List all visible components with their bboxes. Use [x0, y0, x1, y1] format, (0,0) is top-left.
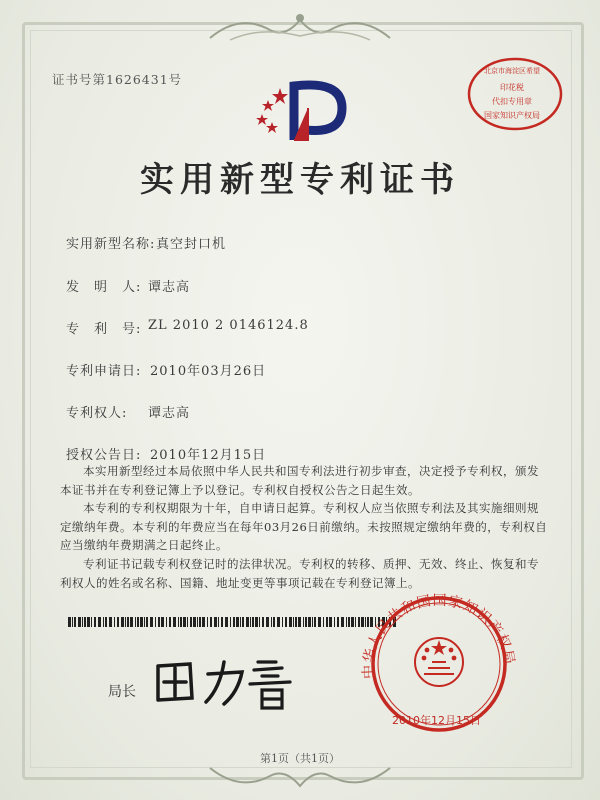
barcode-bar: [289, 617, 292, 627]
barcode-bar: [273, 617, 275, 627]
barcode-bar: [218, 617, 219, 627]
barcode-bar: [295, 617, 297, 627]
barcode-bar: [346, 617, 347, 627]
field-patent-no-value: ZL 2010 2 0146124.8: [148, 318, 309, 333]
body-paragraph: 本专利的专利权期限为十年，自申请日起算。专利权人应当依照专利法及其实施细则规定缴纳年费。本专利的年费应当在每年03月26日前缴纳。未按照规定缴纳年费的，专利权自应当缴纳年费期满之日起终止。: [60, 501, 548, 553]
barcode: [68, 617, 398, 627]
barcode-bar: [127, 617, 129, 627]
barcode-bar: [312, 617, 313, 627]
seal-ring-text: 中华人民共和国国家知识产权局: [360, 592, 518, 680]
stamp-line-2: 印花税: [500, 83, 524, 92]
field-inventor-label: 发 明 人:: [66, 280, 142, 295]
barcode-bar: [233, 617, 235, 627]
barcode-bar: [202, 617, 205, 627]
certificate-number: 证书号第1626431号: [52, 72, 183, 87]
barcode-bar: [125, 617, 126, 627]
body-paragraph: 专利证书记载专利权登记时的法律状况。专利权的转移、质押、无效、终止、恢复和专利权人的姓名或名称、国籍、地址变更等事项记载在专利登记簿上。: [60, 556, 539, 590]
barcode-bar: [308, 617, 311, 627]
barcode-bar: [161, 617, 164, 627]
barcode-bar: [303, 617, 304, 627]
barcode-bar: [326, 617, 328, 627]
field-name-value: 真空封口机: [156, 237, 227, 252]
director-signature: [150, 652, 310, 712]
certificate-title: 实用新型专利证书: [140, 160, 460, 200]
barcode-bar: [158, 617, 160, 627]
barcode-bar: [259, 617, 260, 627]
body-paragraph: 本实用新型经过本局依照中华人民共和国专利法进行初步审查，决定授予专利权，颁发本证书并在专利登记簿上予以登记。专利权自授权公告之日起生效。: [60, 464, 539, 497]
field-grant-date-label: 授权公告日:: [66, 448, 142, 463]
barcode-bar: [298, 617, 301, 627]
barcode-bar: [282, 617, 283, 627]
barcode-bar: [146, 617, 148, 627]
barcode-bar: [323, 617, 324, 627]
barcode-bar: [78, 617, 81, 627]
barcode-bar: [155, 617, 156, 627]
page-number: 第1页（共1页）: [260, 752, 340, 765]
barcode-bar: [252, 617, 254, 627]
director-label: 局长: [108, 684, 136, 700]
stamp-line-4: 国家知识产权局: [484, 111, 540, 120]
field-patentee-label: 专利权人:: [66, 406, 128, 421]
barcode-bar: [271, 617, 272, 627]
barcode-bar: [230, 617, 231, 627]
barcode-bar: [94, 617, 96, 627]
barcode-bar: [130, 617, 133, 627]
barcode-bar: [109, 617, 112, 627]
barcode-bar: [68, 617, 71, 627]
barcode-bar: [293, 617, 294, 627]
certificate-body: [60, 462, 550, 592]
barcode-bar: [180, 617, 182, 627]
barcode-bar: [277, 617, 280, 627]
barcode-bar: [137, 617, 139, 627]
field-patentee-value: 谭志高: [148, 406, 191, 421]
barcode-bar: [250, 617, 251, 627]
barcode-bar: [173, 617, 176, 627]
top-ornament: [200, 8, 400, 48]
barcode-bar: [210, 617, 212, 627]
stamp-line-3: 代扣专用章: [492, 97, 532, 106]
barcode-bar: [242, 617, 244, 627]
field-patent-no-label: 专 利 号:: [66, 322, 142, 337]
barcode-bar: [98, 617, 101, 627]
field-inventor-value: 谭志高: [148, 280, 191, 295]
barcode-bar: [240, 617, 241, 627]
barcode-bar: [166, 617, 167, 627]
barcode-bar: [214, 617, 217, 627]
barcode-bar: [197, 617, 198, 627]
barcode-bar: [74, 617, 76, 627]
barcode-bar: [262, 617, 264, 627]
barcode-bar: [236, 617, 239, 627]
barcode-bar: [199, 617, 201, 627]
barcode-bar: [187, 617, 188, 627]
barcode-bar: [105, 617, 107, 627]
barcode-bar: [84, 617, 86, 627]
barcode-bar: [190, 617, 192, 627]
barcode-bar: [255, 617, 258, 627]
barcode-bar: [144, 617, 145, 627]
barcode-bar: [318, 617, 321, 627]
barcode-bar: [117, 617, 119, 627]
barcode-bar: [285, 617, 287, 627]
field-name-label: 实用新型名称:: [66, 237, 156, 252]
barcode-bar: [329, 617, 332, 627]
barcode-bar: [150, 617, 153, 627]
barcode-bar: [193, 617, 196, 627]
barcode-bar: [114, 617, 115, 627]
barcode-bar: [121, 617, 124, 627]
barcode-bar: [337, 617, 339, 627]
field-filing-date-label: 专利申请日:: [66, 364, 142, 379]
barcode-bar: [183, 617, 186, 627]
barcode-bar: [348, 617, 350, 627]
barcode-bar: [135, 617, 136, 627]
barcode-bar: [305, 617, 307, 627]
seal-date: 2010年12月15日: [392, 714, 481, 727]
barcode-bar: [91, 617, 92, 627]
barcode-bar: [169, 617, 171, 627]
barcode-bar: [334, 617, 335, 627]
svg-text:中华人民共和国国家知识产权局: [360, 593, 517, 679]
barcode-bar: [207, 617, 208, 627]
official-seal: [354, 592, 524, 732]
barcode-bar: [341, 617, 344, 627]
barcode-bar: [246, 617, 249, 627]
barcode-bar: [87, 617, 90, 627]
barcode-bar: [140, 617, 143, 627]
barcode-bar: [314, 617, 316, 627]
sipo-logo: [250, 78, 360, 148]
field-grant-date-value: 2010年12月15日: [150, 448, 267, 463]
stamp-line-1: 北京市海淀区希望: [484, 67, 540, 75]
barcode-bar: [225, 617, 228, 627]
barcode-bar: [221, 617, 223, 627]
barcode-bar: [72, 617, 73, 627]
barcode-bar: [266, 617, 269, 627]
barcode-bar: [103, 617, 104, 627]
field-filing-date-value: 2010年03月26日: [150, 364, 267, 379]
barcode-bar: [82, 617, 83, 627]
barcode-bar: [178, 617, 179, 627]
